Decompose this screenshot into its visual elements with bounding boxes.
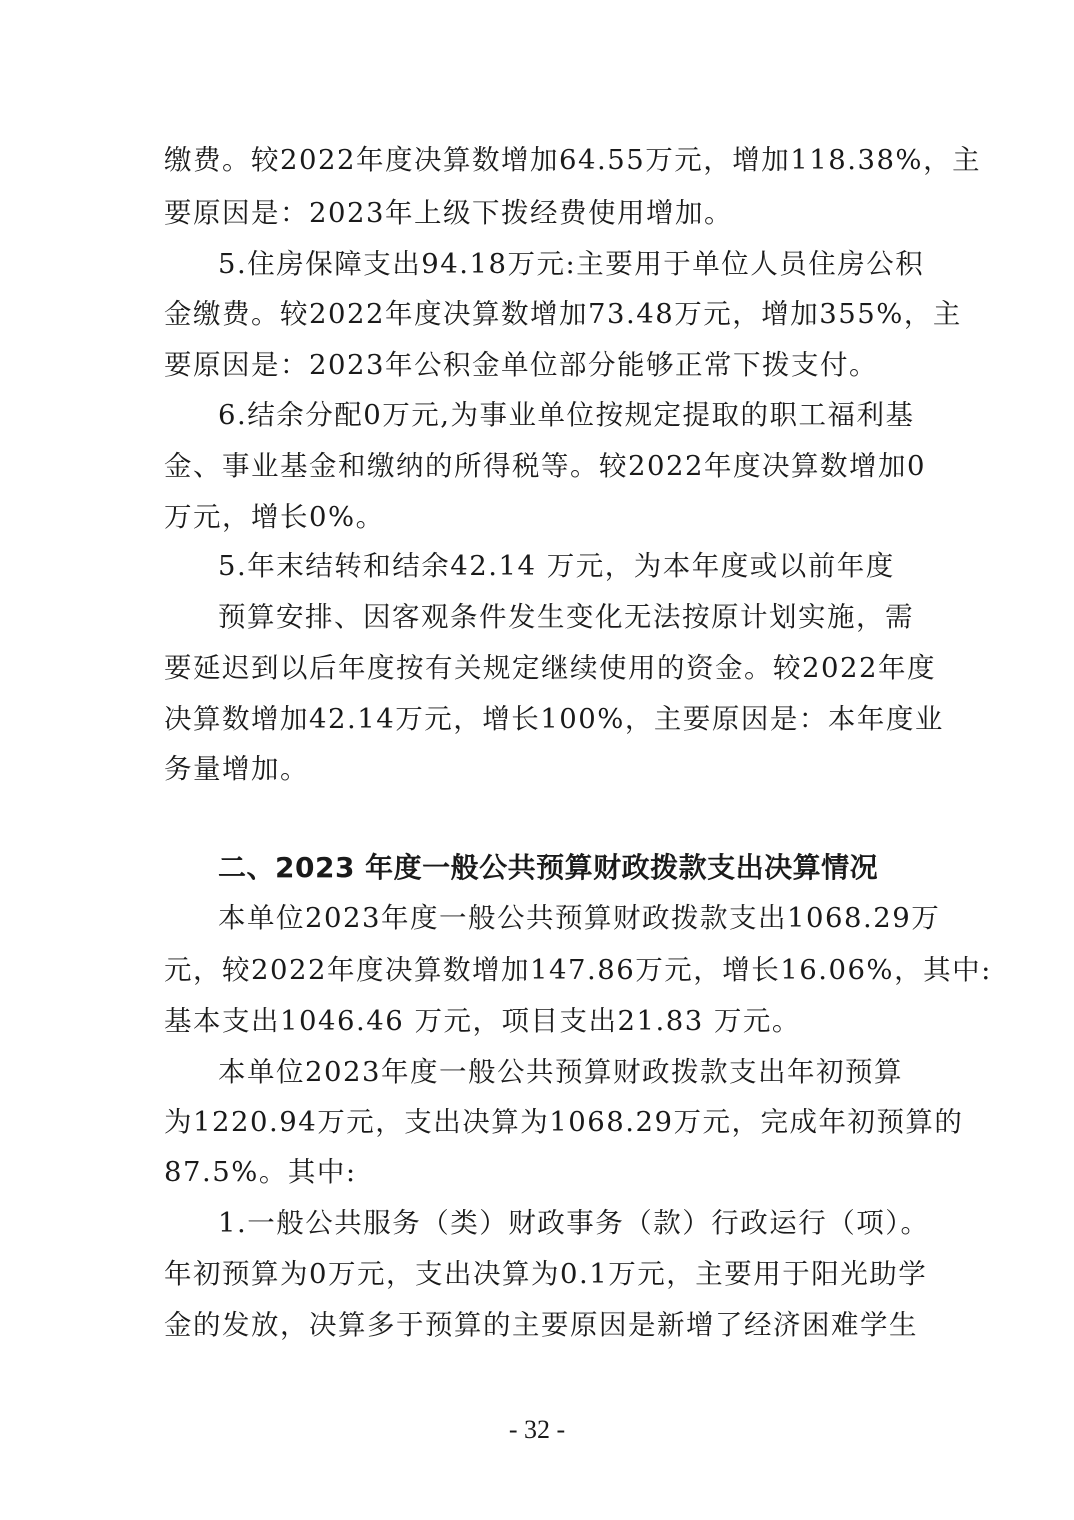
text-line: 要原因是：2023年公积金单位部分能够正常下拨支付。 [164,349,878,381]
text-line: 5.年末结转和结余42.14 万元，为本年度或以前年度 [218,550,895,582]
text-line: 1.一般公共服务（类）财政事务（款）行政运行（项）。 [218,1207,930,1239]
text-line: 年初预算为0万元，支出决算为0.1万元，主要用于阳光助学 [164,1258,928,1290]
text-line: 5.住房保障支出94.18万元:主要用于单位人员住房公积 [218,248,925,280]
text-line: 决算数增加42.14万元，增长100%，主要原因是：本年度业 [164,703,944,735]
text-line: 要原因是：2023年上级下拨经费使用增加。 [164,197,733,229]
text-line: 金缴费。较2022年度决算数增加73.48万元，增加355%，主 [164,298,962,330]
text-line: 本单位2023年度一般公共预算财政拨款支出年初预算 [218,1056,903,1088]
section-heading: 二、2023 年度一般公共预算财政拨款支出决算情况 [218,851,879,884]
text-line: 金的发放，决算多于预算的主要原因是新增了经济困难学生 [164,1309,918,1341]
text-line: 金、事业基金和缴纳的所得税等。较2022年度决算数增加0 [164,450,926,482]
text-line: 缴费。较2022年度决算数增加64.55万元，增加118.38%，主 [164,144,982,176]
text-line: 本单位2023年度一般公共预算财政拨款支出1068.29万 [218,902,941,934]
text-line: 万元，增长0%。 [164,501,385,533]
text-line: 基本支出1046.46 万元，项目支出21.83 万元。 [164,1005,801,1037]
text-line: 元，较2022年度决算数增加147.86万元，增长16.06%，其中: [164,954,992,986]
text-line: 预算安排、因客观条件发生变化无法按原计划实施，需 [218,601,914,633]
text-line: 87.5%。其中: [164,1156,357,1188]
text-line: 要延迟到以后年度按有关规定继续使用的资金。较2022年度 [164,652,936,684]
text-line: 务量增加。 [164,753,309,785]
text-line: 6.结余分配0万元,为事业单位按规定提取的职工福利基 [218,399,915,431]
text-line: 为1220.94万元，支出决算为1068.29万元，完成年初预算的 [164,1106,964,1138]
page-number: - 32 - [508,1415,566,1444]
